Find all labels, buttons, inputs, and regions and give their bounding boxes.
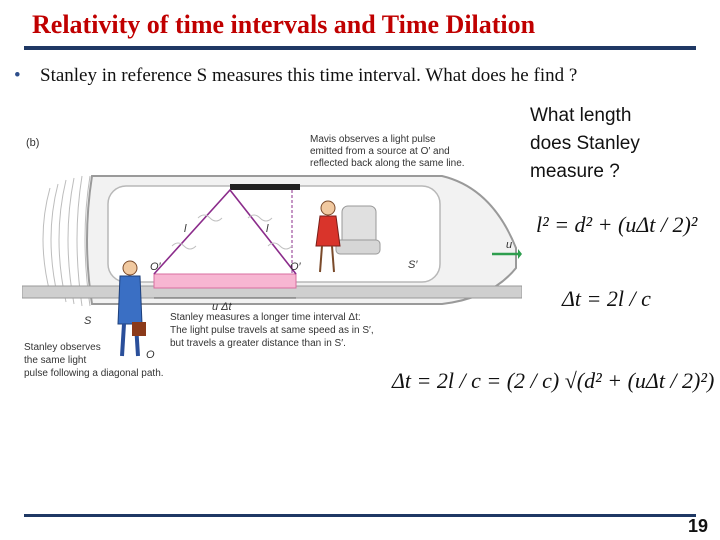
label-u: u — [506, 239, 513, 251]
side-question-line-3: measure ? — [530, 161, 620, 182]
page-number: 19 — [688, 516, 709, 536]
side-question-line-1: What length — [530, 105, 632, 126]
equation-2: Δt = 2l / c — [562, 286, 651, 311]
side-question — [530, 102, 640, 186]
footer-rule — [24, 514, 696, 517]
stanley-caption-line-2: The light pulse travels at same speed as in S′, — [170, 325, 374, 336]
stanley-left-caption-line-1: Stanley observes — [24, 342, 101, 353]
title-rule — [24, 46, 696, 50]
mavis-caption-line-3: reflected back along the same line. — [310, 158, 465, 169]
label-o: O — [146, 349, 155, 361]
stanley-caption-line-3: but travels a greater distance than in S′. — [170, 338, 346, 349]
train-light-clock-figure — [22, 128, 522, 388]
bullet-text: Stanley in reference S measures this time interval. What does he find ? — [40, 65, 578, 86]
stanley-left-caption-line-2: the same light — [24, 355, 87, 366]
equation-1: l² = d² + (uΔt / 2)² — [536, 212, 698, 237]
stanley-caption-line-1: Stanley measures a longer time interval Δt: — [170, 312, 361, 323]
mirror — [230, 184, 300, 190]
side-question-line-2: does Stanley — [530, 133, 640, 154]
label-s-prime: S′ — [408, 259, 418, 271]
slide-title: Relativity of time intervals and Time Dilation — [32, 10, 536, 39]
train-seat — [336, 206, 380, 254]
mavis-caption-line-2: emitted from a source at O′ and — [310, 146, 450, 157]
equation-3: Δt = 2l / c = (2 / c) √(d² + (uΔt / 2)²) — [392, 368, 715, 393]
velocity-arrowhead — [518, 249, 522, 259]
label-l-left: l — [184, 223, 187, 235]
mavis-caption-line-1: Mavis observes a light pulse — [310, 134, 436, 145]
panel-label: (b) — [26, 137, 40, 149]
label-s: S — [84, 315, 92, 327]
label-o-prime-right: O′ — [290, 261, 301, 273]
light-source-strip — [154, 274, 296, 288]
stanley-left-caption-line-3: pulse following a diagonal path. — [24, 368, 164, 379]
label-o-prime-left: O′ — [150, 261, 161, 273]
label-l-right: l — [266, 223, 269, 235]
label-u-dt: u Δt — [212, 301, 232, 313]
bullet-dot: • — [14, 65, 21, 86]
